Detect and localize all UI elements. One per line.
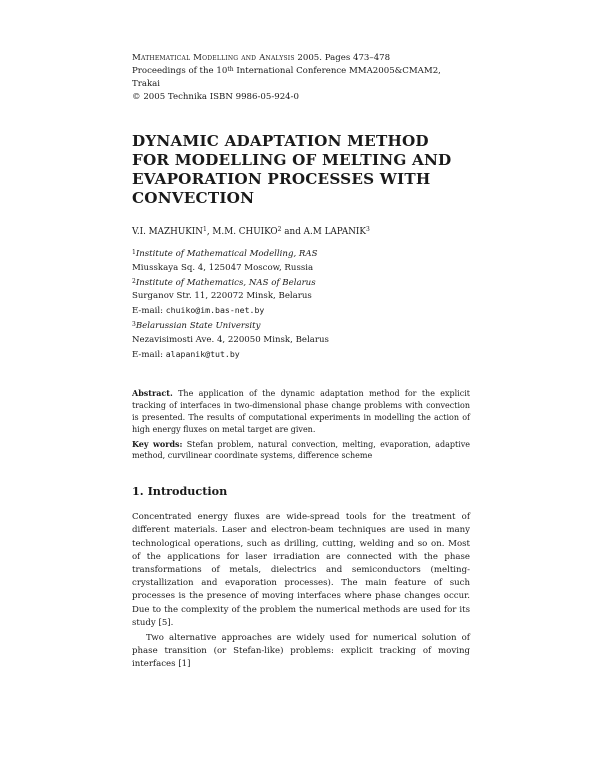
copyright-line: © 2005 Technika ISBN 9986-05-924-0 bbox=[132, 92, 300, 102]
keywords bbox=[132, 439, 470, 463]
affiliation-sup: 2 bbox=[132, 277, 136, 285]
abstract bbox=[132, 388, 470, 435]
affiliation-sup: 1 bbox=[132, 249, 136, 256]
journal-name: Mathematical Modelling and Analysis bbox=[132, 53, 295, 63]
keywords-text: Stefan problem, natural convection, melting, evaporation, adaptive method, curvilinear coordinate systems, difference scheme bbox=[132, 439, 470, 461]
affiliation-1 bbox=[132, 248, 470, 276]
paragraph: Concentrated energy fluxes are wide-spread tools for the treatment of different materials. Laser and electron-beam techniques are used in many technological operations, such as drilling, cutting, welding and so on. Most of the applications for laser irradiation are connected with the phase transformations of metals, dielectrics and semiconductors (melting-crystallization and evaporation processes). The main feature of such processes is the presence of moving interfaces where phase changes occur. Due to the complexity of the problem the numerical methods are used for its study [5]. bbox=[132, 512, 470, 628]
author-name: A.M LAPANIK bbox=[303, 227, 366, 237]
email-line bbox=[132, 304, 470, 319]
affiliation-2 bbox=[132, 277, 470, 319]
author-sup: 2 bbox=[277, 226, 282, 233]
affiliations bbox=[132, 248, 470, 362]
keywords-label: Key words: bbox=[132, 438, 183, 449]
author-list bbox=[132, 226, 470, 238]
address: Nezavisimosti Ave. 4, 220050 Minsk, Belarus bbox=[132, 334, 329, 345]
proceedings-prefix: Proceedings of the 10 bbox=[132, 66, 228, 76]
affiliation-3 bbox=[132, 320, 470, 362]
paper-page bbox=[132, 52, 470, 672]
author-name: V.I. MAZHUKIN bbox=[132, 227, 203, 237]
proceedings-sup: th bbox=[227, 66, 234, 73]
section-heading: 1. Introduction bbox=[132, 484, 228, 499]
journal-line bbox=[132, 52, 470, 65]
affiliation-sup: 3 bbox=[132, 320, 136, 328]
author-separator: , bbox=[206, 227, 213, 237]
email-link[interactable]: alapanik@tut.by bbox=[165, 348, 240, 359]
email-line bbox=[132, 348, 470, 363]
abstract-text: The application of the dynamic adaptation method for the explicit tracking of interfaces in two-dimensional phase change problems with convection is presented. The results of computational experiments in modelling the action of high energy fluxes on metal target are given. bbox=[132, 389, 470, 434]
paragraph: Two alternative approaches are widely used for numerical solution of phase transition (or Stefan-like) problems: explicit tracking of moving interfaces [1] bbox=[132, 632, 470, 670]
email-label: E-mail: bbox=[132, 306, 166, 317]
address: Surganov Str. 11, 220072 Minsk, Belarus bbox=[132, 291, 312, 302]
institution: Institute of Mathematical Modelling, RAS bbox=[135, 249, 318, 259]
abstract-label: Abstract. bbox=[132, 388, 173, 399]
paper-title: DYNAMIC ADAPTATION METHOD FOR MODELLING OF MELTING AND EVAPORATION PROCESSES WITH CONVECTION bbox=[132, 132, 452, 207]
institution: Belarussian State University bbox=[135, 320, 261, 331]
year-pages: 2005. Pages 473–478 bbox=[297, 53, 391, 63]
body-text bbox=[132, 511, 470, 671]
email-label: E-mail: bbox=[132, 349, 166, 360]
running-header bbox=[132, 52, 470, 104]
author-separator: and bbox=[281, 227, 304, 237]
email-link[interactable]: chuiko@im.bas-net.by bbox=[165, 305, 265, 316]
institution: Institute of Mathematics, NAS of Belarus bbox=[135, 277, 316, 288]
author-sup: 1 bbox=[202, 226, 207, 233]
author-name: M.M. CHUIKO bbox=[212, 227, 278, 237]
address: Miusskaya Sq. 4, 125047 Moscow, Russia bbox=[132, 262, 314, 273]
author-sup: 3 bbox=[365, 226, 370, 233]
proceedings-suffix: International Conference MMA2005&CMAM2, Trakai bbox=[132, 66, 441, 89]
proceedings-line bbox=[132, 65, 470, 91]
